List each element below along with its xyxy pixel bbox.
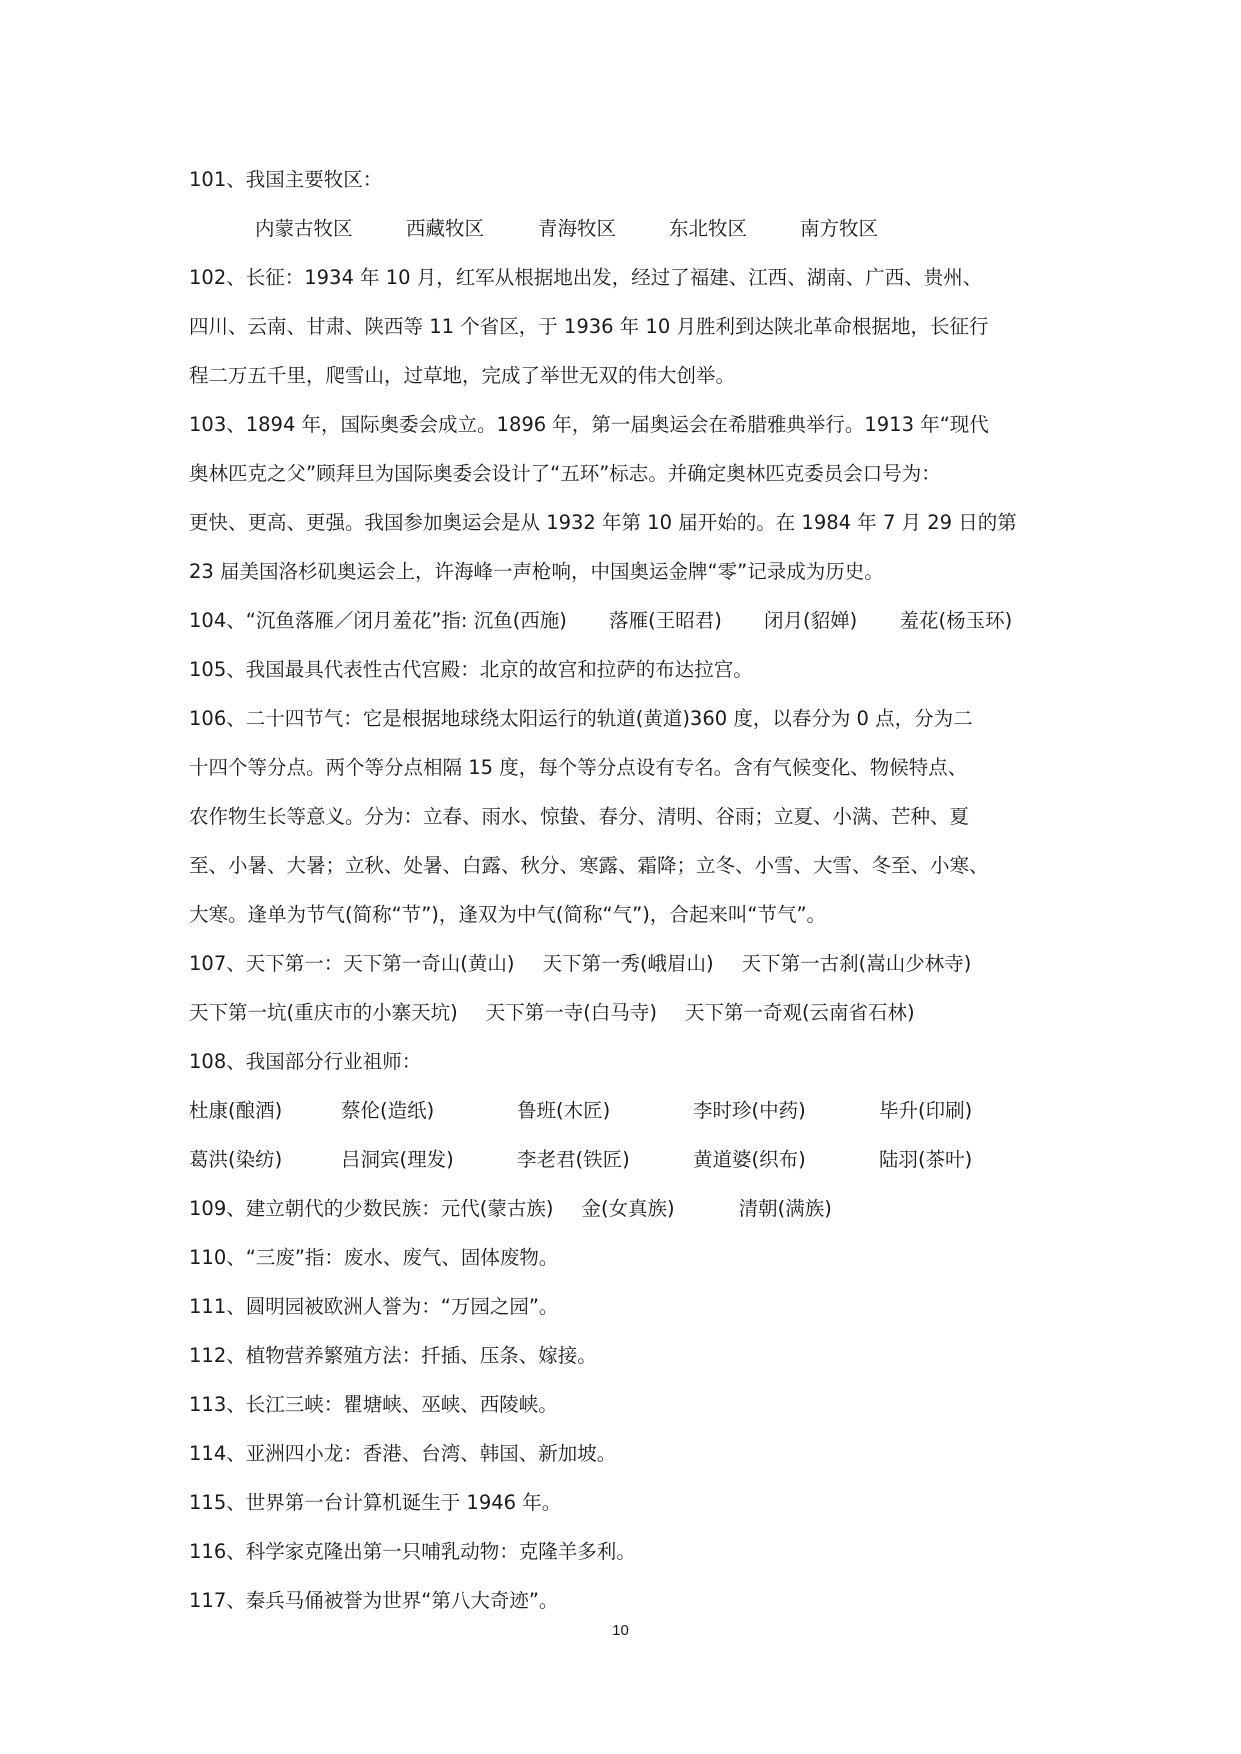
item-112: 112、植物营养繁殖方法：扦插、压条、嫁接。	[189, 1344, 597, 1367]
item-106-line: 106、二十四节气：它是根据地球绕太阳运行的轨道(黄道)360 度，以春分为 0 点，分为二	[189, 707, 973, 730]
item-104-heading: 104、“沉鱼落雁／闭月羞花”指:	[189, 609, 468, 632]
founder-entry: 吕洞宾(理发)	[341, 1148, 454, 1171]
item-102-line: 四川、云南、甘肃、陕西等 11 个省区，于 1936 年 10 月胜利到达陕北革命根据地，长征行	[189, 315, 989, 338]
landmark-entry: 天下第一奇山(黄山)	[343, 952, 515, 975]
document-body	[189, 155, 1057, 1625]
item-106-line: 农作物生长等意义。分为：立春、雨水、惊蛰、春分、清明、谷雨；立夏、小满、芒种、夏	[189, 805, 970, 828]
item-101-regions	[189, 204, 1057, 253]
item-103-line: 更快、更高、更强。我国参加奥运会是从 1932 年第 10 届开始的。在 1984 年 7 月 29 日的第	[189, 511, 1017, 534]
region-label: 青海牧区	[538, 217, 617, 240]
item-107-line-2	[189, 988, 1057, 1037]
item-109	[189, 1184, 1057, 1233]
founder-entry: 杜康(酿酒)	[189, 1099, 283, 1122]
founder-entry: 鲁班(木匠)	[517, 1099, 611, 1122]
dynasty-entry: 金(女真族)	[581, 1197, 675, 1220]
landmark-entry: 天下第一古刹(嵩山少林寺)	[741, 952, 972, 975]
item-103-line: 23 届美国洛杉矶奥运会上，许海峰一声枪响，中国奥运金牌“零”记录成为历史。	[189, 560, 884, 583]
item-107-heading: 107、天下第一：	[189, 952, 344, 975]
landmark-entry: 天下第一寺(白马寺)	[485, 1001, 657, 1024]
item-115: 115、世界第一台计算机诞生于 1946 年。	[189, 1491, 562, 1514]
item-102-line: 102、长征：1934 年 10 月，红军从根据地出发，经过了福建、江西、湖南、广西、贵州、	[189, 266, 983, 289]
item-110: 110、“三废”指：废水、废气、固体废物。	[189, 1246, 559, 1269]
beauty-entry: 羞花(杨玉环)	[899, 609, 1013, 632]
landmark-entry: 天下第一坑(重庆市的小寨天坑)	[189, 1001, 458, 1024]
founder-entry: 葛洪(染纺)	[189, 1148, 283, 1171]
region-label: 内蒙古牧区	[255, 217, 353, 240]
item-103-line: 奥林匹克之父”顾拜旦为国际奥委会设计了“五环”标志。并确定奥林匹克委员会口号为：	[189, 462, 941, 485]
region-label: 东北牧区	[669, 217, 748, 240]
item-103-line: 103、1894 年，国际奥委会成立。1896 年，第一届奥运会在希腊雅典举行。1913 年“现代	[189, 413, 989, 436]
item-101-heading: 101、我国主要牧区：	[189, 168, 383, 191]
founder-entry: 毕升(印刷)	[879, 1099, 973, 1122]
dynasty-entry: 清朝(满族)	[738, 1197, 832, 1220]
item-102-line: 程二万五千里，爬雪山，过草地，完成了举世无双的伟大创举。	[189, 364, 736, 387]
dynasty-entry: 元代(蒙古族)	[440, 1197, 554, 1220]
founder-entry: 蔡伦(造纸)	[341, 1099, 435, 1122]
landmark-entry: 天下第一奇观(云南省石林)	[684, 1001, 915, 1024]
item-113: 113、长江三峡：瞿塘峡、巫峡、西陵峡。	[189, 1393, 558, 1416]
item-104	[189, 596, 1057, 645]
beauty-entry: 沉鱼(西施)	[473, 609, 567, 632]
item-116: 116、科学家克隆出第一只哺乳动物：克隆羊多利。	[189, 1540, 636, 1563]
region-label: 西藏牧区	[406, 217, 485, 240]
beauty-entry: 落雁(王昭君)	[609, 609, 722, 632]
page-number: 10	[612, 1622, 629, 1639]
item-106-line: 至、小暑、大暑；立秋、处暑、白露、秋分、寒露、霜降；立冬、小雪、大雪、冬至、小寒、	[189, 854, 989, 877]
item-109-heading: 109、建立朝代的少数民族：	[189, 1197, 441, 1220]
founder-entry: 李老君(铁匠)	[517, 1148, 630, 1171]
founder-entry: 陆羽(茶叶)	[879, 1148, 973, 1171]
item-108-row-1	[189, 1086, 1057, 1135]
item-107-line-1	[189, 939, 1057, 988]
region-label: 南方牧区	[800, 217, 879, 240]
item-108-row-2	[189, 1135, 1057, 1184]
item-106-line: 大寒。逢单为节气(简称“节”)，逢双为中气(简称“气”)，合起来叫“节气”。	[189, 903, 827, 926]
item-105: 105、我国最具代表性古代宫殿：北京的故宫和拉萨的布达拉宫。	[189, 658, 753, 681]
item-117: 117、秦兵马俑被誉为世界“第八大奇迹”。	[189, 1589, 559, 1612]
landmark-entry: 天下第一秀(峨眉山)	[542, 952, 714, 975]
item-106-line: 十四个等分点。两个等分点相隔 15 度，每个等分点设有专名。含有气候变化、物候特点、	[189, 756, 968, 779]
founder-entry: 黄道婆(织布)	[693, 1148, 806, 1171]
beauty-entry: 闭月(貂婵)	[764, 609, 858, 632]
item-108-heading: 108、我国部分行业祖师：	[189, 1050, 422, 1073]
item-111: 111、圆明园被欧洲人誉为：“万园之园”。	[189, 1295, 559, 1318]
item-114: 114、亚洲四小龙：香港、台湾、韩国、新加坡。	[189, 1442, 617, 1465]
founder-entry: 李时珍(中药)	[693, 1099, 806, 1122]
